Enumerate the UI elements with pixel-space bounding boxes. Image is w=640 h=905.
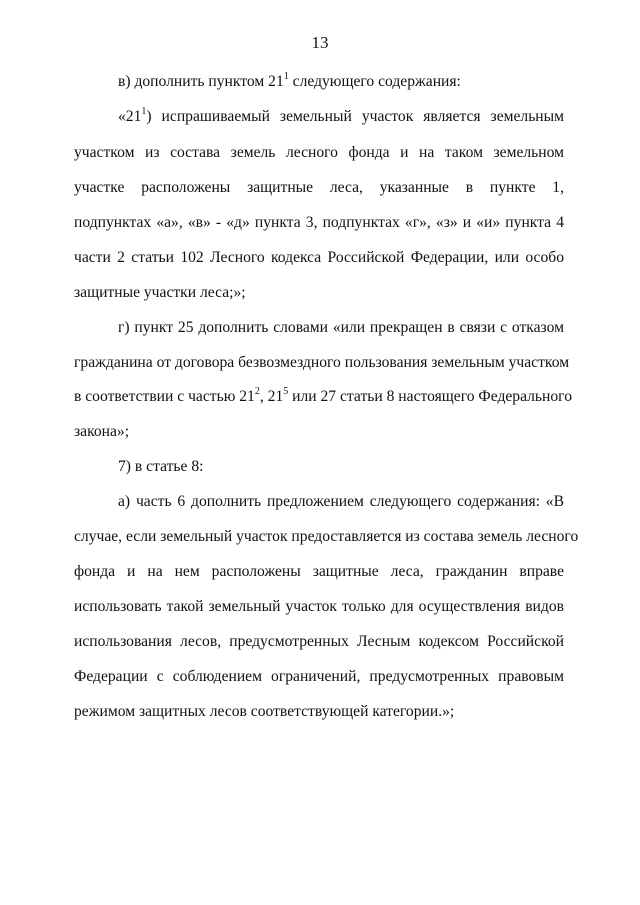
page-number: 13 <box>311 33 329 52</box>
paragraph-a-line-5: использования лесов, предусмотренных Лесным кодексом Российской <box>74 633 564 650</box>
paragraph-21-1-line-5: части 2 статьи 102 Лесного кодекса Российской Федерации, или особо <box>74 249 564 266</box>
paragraph-a-line-7: режимом защитных лесов соответствующей категории.»; <box>74 703 455 720</box>
paragraph-v-line-1 <box>118 72 564 92</box>
text: ) испрашиваемый земельный участок является земельным <box>146 108 564 125</box>
paragraph-g-line-3 <box>74 385 572 407</box>
text: , 21 <box>259 388 284 405</box>
paragraph-21-1-line-4: подпунктах «а», «в» - «д» пункта 3, подпунктах «г», «з» и «и» пункта 4 <box>74 214 564 231</box>
superscript: 1 <box>283 70 289 82</box>
text: следующего содержания: <box>288 73 461 90</box>
paragraph-a-line-2: случае, если земельный участок предоставляется из состава земель лесного <box>74 528 579 545</box>
paragraph-21-1-line-1 <box>118 107 564 127</box>
text: или 27 статьи 8 настоящего Федерального <box>288 388 572 405</box>
text: «21 <box>118 108 142 125</box>
paragraph-a-line-1: а) часть 6 дополнить предложением следующего содержания: «В <box>118 493 564 510</box>
paragraph-21-1-line-2: участком из состава земель лесного фонда и на таком земельном <box>74 144 564 161</box>
superscript: 2 <box>254 385 260 397</box>
paragraph-a-line-6: Федерации с соблюдением ограничений, предусмотренных правовым <box>74 668 564 685</box>
superscript: 5 <box>283 385 289 397</box>
paragraph-a-line-4: использовать такой земельный участок только для осуществления видов <box>74 598 564 615</box>
paragraph-g-line-2: гражданина от договора безвозмездного пользования земельным участком <box>74 354 570 371</box>
paragraph-21-1-line-6: защитные участки леса;»; <box>74 284 246 301</box>
paragraph-g-line-1: г) пункт 25 дополнить словами «или прекращен в связи с отказом <box>118 319 564 336</box>
text: в соответствии с частью 21 <box>74 388 255 405</box>
paragraph-7-line-1: 7) в статье 8: <box>118 458 204 475</box>
paragraph-g-line-4: закона»; <box>74 423 130 440</box>
paragraph-21-1-line-3: участке расположены защитные леса, указанные в пункте 1, <box>74 179 564 196</box>
paragraph-a-line-3: фонда и на нем расположены защитные леса, гражданин вправе <box>74 563 564 580</box>
text: в) дополнить пунктом 21 <box>118 73 284 90</box>
superscript: 1 <box>141 105 147 117</box>
